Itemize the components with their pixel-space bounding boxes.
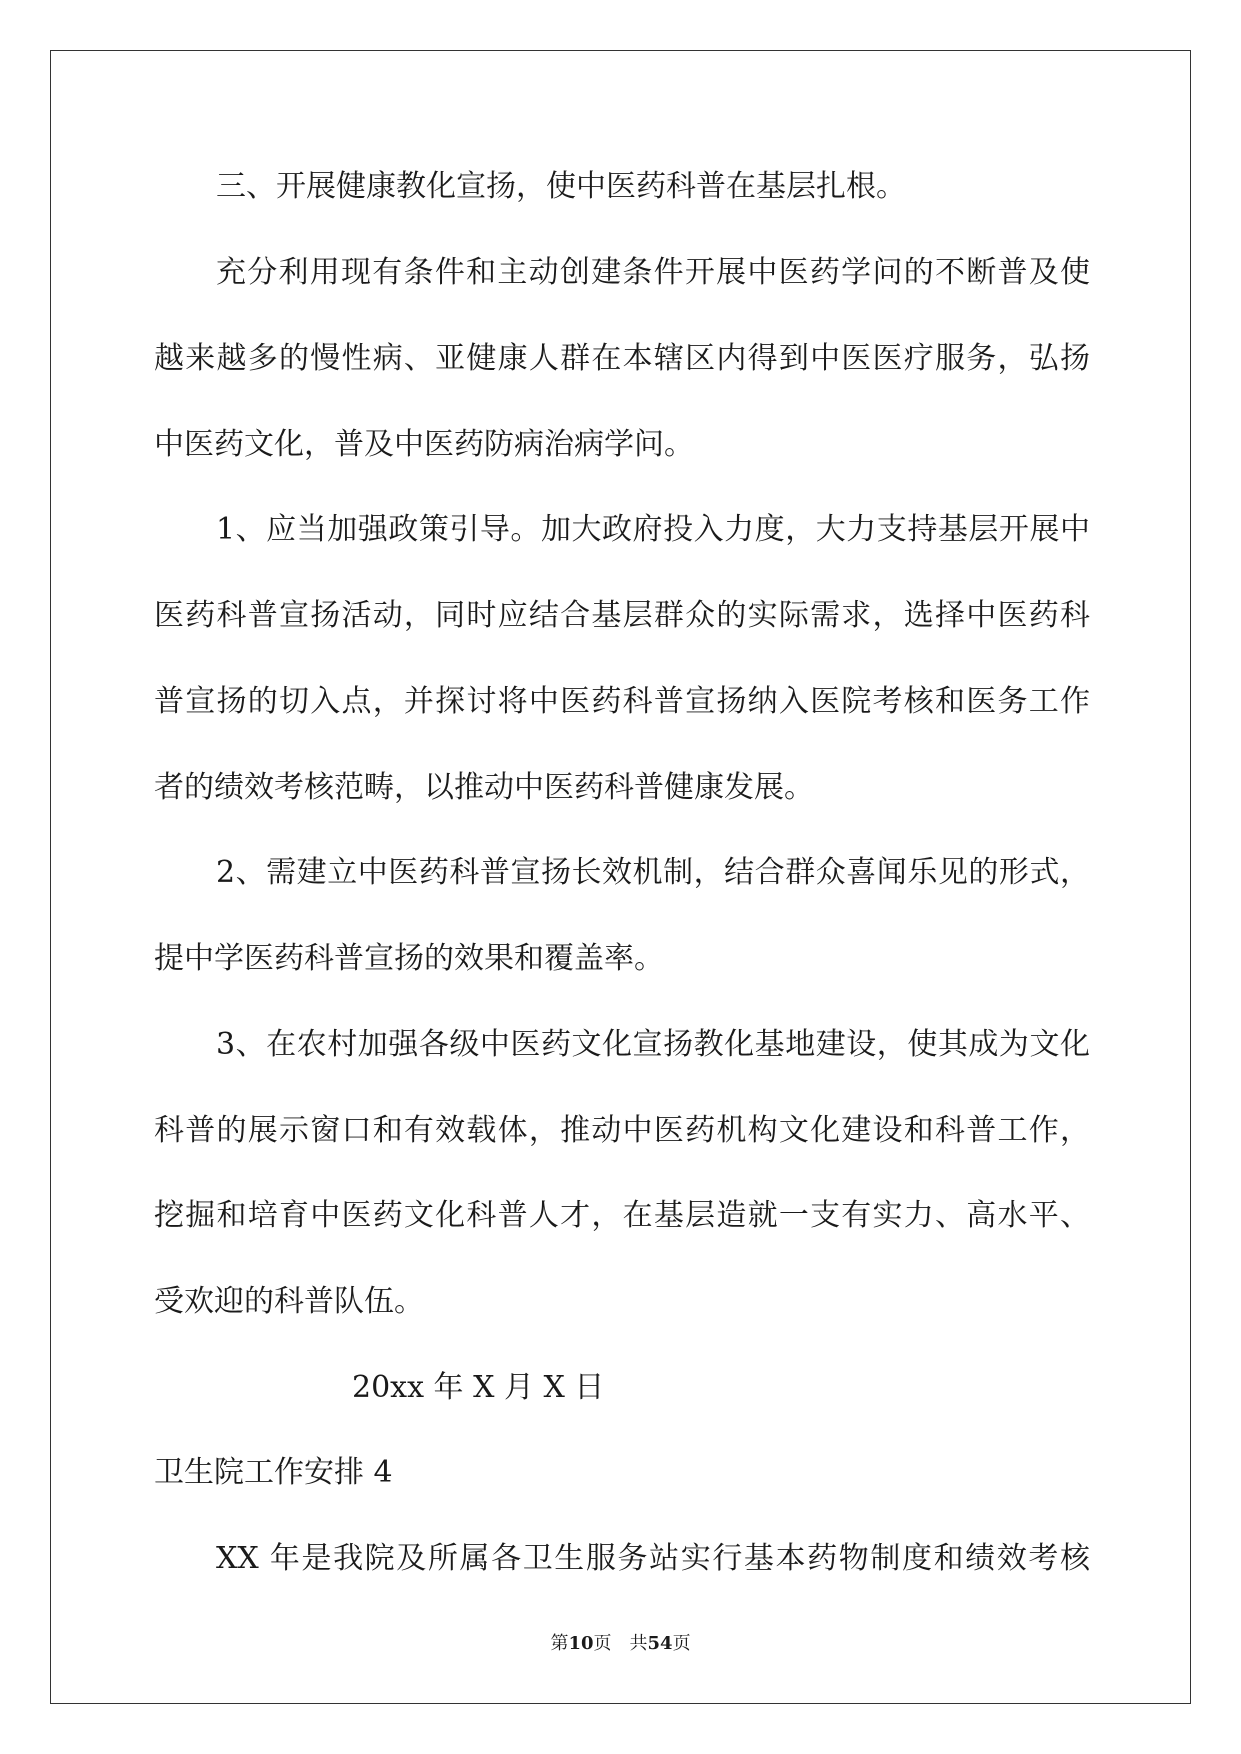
paragraph-3-line-2: 医药科普宣扬活动，同时应结合基层群众的实际需求，选择中医药科: [154, 598, 1090, 633]
paragraph-4-line-2: 提中学医药科普宣扬的效果和覆盖率。: [154, 941, 664, 976]
paragraph-4-line-1: 2、需建立中医药科普宣扬长效机制，结合群众喜闻乐见的形式，: [216, 855, 1090, 890]
paragraph-3-line-3: 普宣扬的切入点，并探讨将中医药科普宣扬纳入医院考核和医务工作: [154, 684, 1090, 719]
next-paragraph-line-1: XX 年是我院及所属各卫生服务站实行基本药物制度和绩效考核: [216, 1541, 1090, 1576]
date-line: 20xx 年 X 月 X 日: [352, 1370, 605, 1405]
paragraph-1-line-1: 三、开展健康教化宣扬，使中医药科普在基层扎根。: [216, 169, 906, 204]
footer-total-pages: 54: [647, 1633, 673, 1654]
footer-page-number: 10: [568, 1633, 594, 1654]
paragraph-2-line-2: 越来越多的慢性病、亚健康人群在本辖区内得到中医医疗服务，弘扬: [154, 341, 1090, 376]
page-footer: [0, 1632, 1241, 1656]
paragraph-3-line-1: 1、应当加强政策引导。加大政府投入力度，大力支持基层开展中: [216, 512, 1090, 547]
paragraph-5-line-4: 受欢迎的科普队伍。: [154, 1284, 424, 1319]
paragraph-2-line-3: 中医药文化，普及中医药防病治病学问。: [154, 427, 694, 462]
footer-prefix: 第: [550, 1633, 569, 1654]
footer-mid: 页 共: [593, 1633, 648, 1654]
paragraph-5-line-3: 挖掘和培育中医药文化科普人才，在基层造就一支有实力、高水平、: [154, 1198, 1090, 1233]
paragraph-3-line-4: 者的绩效考核范畴，以推动中医药科普健康发展。: [154, 770, 814, 805]
footer-suffix: 页: [672, 1633, 691, 1654]
paragraph-5-line-2: 科普的展示窗口和有效载体，推动中医药机构文化建设和科普工作，: [154, 1113, 1090, 1148]
section-title: 卫生院工作安排 4: [154, 1455, 393, 1490]
paragraph-5-line-1: 3、在农村加强各级中医药文化宣扬教化基地建设，使其成为文化: [216, 1027, 1090, 1062]
paragraph-2-line-1: 充分利用现有条件和主动创建条件开展中医药学问的不断普及使: [216, 255, 1090, 290]
